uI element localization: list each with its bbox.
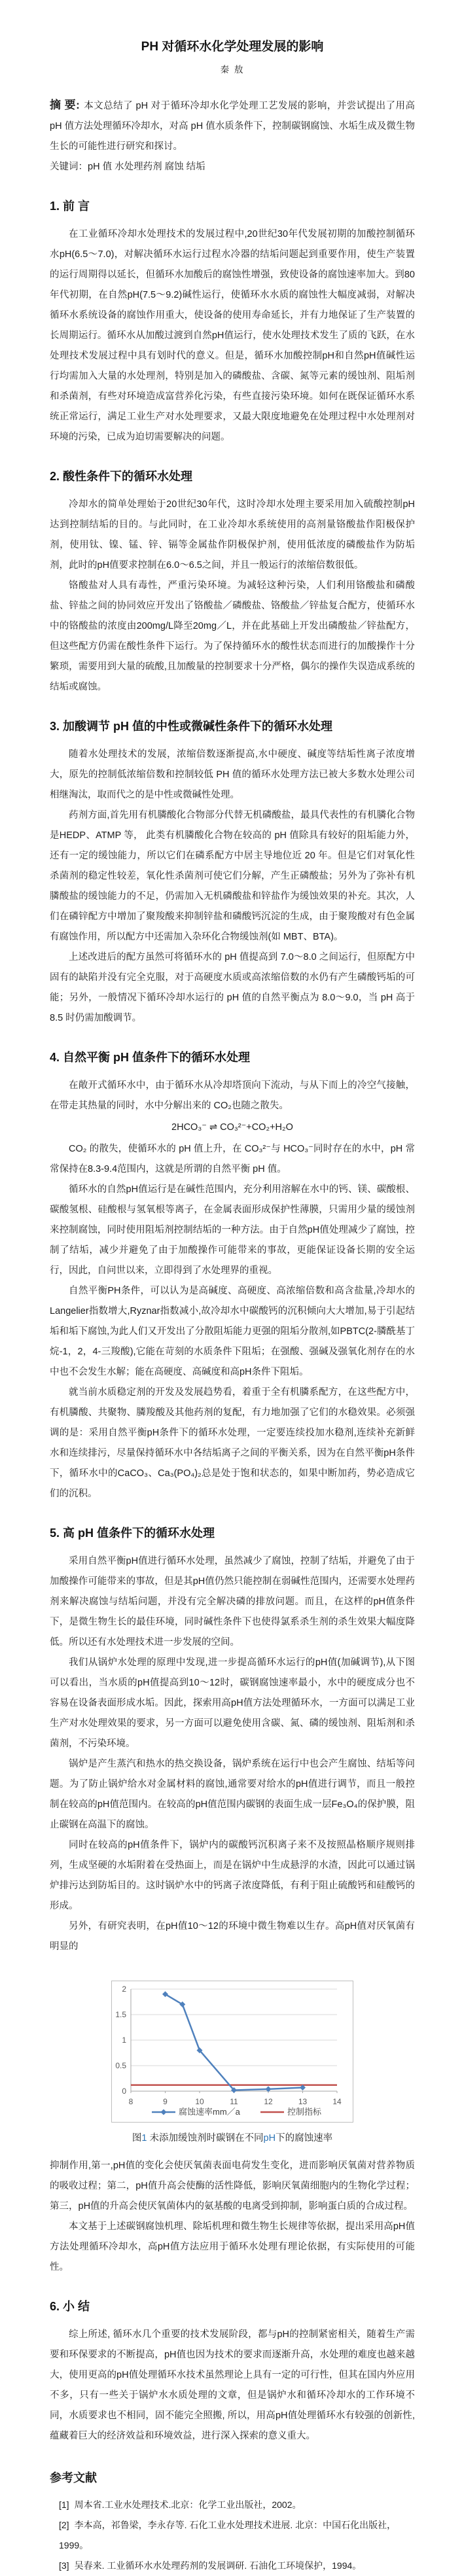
svg-text:14: 14 <box>332 2097 342 2106</box>
svg-text:腐蚀速率mm／a: 腐蚀速率mm／a <box>179 2107 240 2117</box>
abstract-label: 摘 要: <box>50 99 80 111</box>
svg-text:1: 1 <box>122 2036 126 2045</box>
paragraph: 本文基于上述碳钢腐蚀机理、除垢机理和微生物生长规律等依据，提出采用高pH值方法处理循环冷却水，高pH值方法应用于循环水处理有理论依据，有实际使用的可能性。 <box>50 2221 415 2272</box>
svg-text:13: 13 <box>298 2097 308 2106</box>
paragraph: 同时在较高的pH值条件下，锅炉内的碳酸钙沉积离子来不及按照晶格顺序规则排列，生成坚硬的水垢附着在受热面上，而是在锅炉中生成悬浮的水渣，因此可以通过锅炉排污达到防垢目的。这时锅炉水中的钙离子浓度降低，有利于阻止硫酸钙和硅酸钙的形成。 <box>50 1840 415 1911</box>
paragraph: 采用自然平衡pH值进行循环水处理，虽然减少了腐蚀，控制了结垢，并避免了由于加酸操作可能带来的事故，但是其pH值仍然只能控制在弱碱性范围内，还需要水处理药剂来解决腐蚀与结垢问题，并没有完全解决磷的排放问题。而且，在这样的pH值条件下，是微生物生长的最佳环境，同时碱性条件下也使得氯系杀生剂的杀生效果大幅度降低。所以还有水处理技术进一步发展的空间。 <box>50 1556 415 1648</box>
paragraph: CO₂ 的散失，使循环水的 pH 值上升，在 CO₃²⁻与 HCO₃⁻同时存在的水中，pH 常常保持在8.3-9.4范围内，这就是所谓的自然平衡 pH 值。 <box>50 1144 415 1174</box>
paragraph: 我们从锅炉水处理的原理中发现,进一步提高循环水运行的pH值(加碱调节),从下图可以看出，当水质的pH值提高到10～12时，碳钢腐蚀速率最小，水中的硬度成分也不容易在设备表面形成水垢。因此，探索用高pH值方法处理循环水，一方面可以满足工业生产对水处理效果的要求，另一方面可以避免使用含碳、氮、磷的缓蚀剂、阻垢剂和杀菌剂，不污染环境。 <box>50 1657 415 1749</box>
paragraph: 冷却水的简单处理始于20世纪30年代，这时冷却水处理主要采用加入硫酸控制pH达到控制结垢的目的。与此同时，在工业冷却水系统使用的高剂量铬酸盐作阳极保护剂，使用钛、镍、锰、锌、镉等金属盐作阴极保护剂，使用低浓度的磷酸盐作为防垢剂，此时的pH值要求控制在6.0～6.5之间，并且一般运行的浓缩倍数很低。 <box>50 499 415 571</box>
figure-caption: 图1 未添加缓蚀剂时碳钢在不同pH下的腐蚀速率 <box>132 2133 333 2144</box>
svg-text:8: 8 <box>128 2097 133 2106</box>
keywords-label: 关键词： <box>50 162 88 172</box>
chemical-equation: 2HCO₃⁻ ⇌ CO₃²⁻+CO₂+H₂O <box>171 1122 293 1133</box>
keywords <box>50 157 415 177</box>
keywords-text: pH 值 水处理药剂 腐蚀 结垢 <box>88 162 205 172</box>
paragraph: 上述改进后的配方虽然可将循环水的 pH 值提高到 7.0～8.0 之间运行，但原配方中固有的缺陷并没有完全克服，对于高硬度水质或高浓缩倍数的水仍有产生磷酸钙垢的可能；另外，一般情况下循环冷却水运行的 pH 值的自然平衡点为 8.0～9.0，当 pH 高于 8.5 时仍需加酸调节。 <box>50 952 415 1023</box>
paragraph: 随着水处理技术的发展，浓缩倍数逐渐提高,水中硬度、碱度等结垢性离子浓度增大，原先的控制低浓缩倍数和控制较低 PH 值的循环水处理方法已被大多数水处理公司相继淘汰，取而代之的是中性或微碱性处理。 <box>50 749 415 800</box>
section-heading-1: 1. 前 言 <box>50 200 90 213</box>
svg-text:9: 9 <box>163 2097 168 2106</box>
svg-text:11: 11 <box>230 2097 238 2106</box>
corrosion-rate-chart <box>111 1981 353 2123</box>
abstract-text: 本文总结了 pH 对于循环冷却水化学处理工艺发展的影响，并尝试提出了用高 pH 值方法处理循环冷却水，对高 pH 值水质条件下，控制碳钢腐蚀、水垢生成及微生物生长的可能性进行研究和探讨。 <box>50 101 415 152</box>
section-heading-5: 5. 高 pH 值条件下的循环水处理 <box>50 1526 215 1540</box>
paragraph: 在敞开式循环水中，由于循环水从冷却塔顶向下流动，与从下而上的冷空气接触，在带走其热量的同时，水中分解出来的 CO₂也随之散失。 <box>50 1080 415 1111</box>
section-heading-2: 2. 酸性条件下的循环水处理 <box>50 470 193 483</box>
abstract <box>50 95 415 157</box>
svg-text:0.5: 0.5 <box>115 2061 126 2070</box>
reference-item: [3] 吴春来. 工业循环水水处理药剂的发展调研. 石油化工环境保护，1994。 <box>59 2560 362 2571</box>
references-heading: 参考文献 <box>50 2471 97 2484</box>
paragraph: 综上所述, 循环水几个重要的技术发展阶段，都与pH的控制紧密相关，随着生产需要和环保要求的不断提高，pH值也因为技术的要求而逐渐升高，水处理的难度也越来越大，使用更高的pH值处理循环水技术虽然理论上具有一定的可行性，但其在国内外应用不多，只有一些关于锅炉水水质处理的文章，但是锅炉水和循环冷却水的工作环境不同，水质要求也不相同，固不能完全照搬, 所以，用高pH值处理循环水有较强的创新性, 蕴藏着巨大的经济效益和环境效益，进行深入探索的意义重大。 <box>50 2329 415 2441</box>
section-heading-6: 6. 小 结 <box>50 2300 90 2313</box>
paragraph: 自然平衡PH条件，可以认为是高碱度、高硬度、高浓缩倍数和高含盐量,冷却水的Langelier指数增大,Ryznar指数减小,故冷却水中碳酸钙的沉积倾向大大增加,易于引起结垢和垢下腐蚀,为此人们又开发出了分散阻垢能力更强的阻垢分散剂,如PBTC(2-膦酰基丁烷-1，2，4-三羧酸),它能在苛刻的水质条件下阻垢；在强酸、强碱及强氧化剂存在的水中也不会发生水解；能在高硬度、高碱度和高pH条件下阻垢。 <box>50 1286 415 1377</box>
section-heading-3: 3. 加酸调节 pH 值的中性或微碱性条件下的循环水处理 <box>50 720 333 733</box>
reference-item: [2] 李本高，祁鲁梁，李永存等. 石化工业水处理技术进展. 北京：中国石化出版社，1999。 <box>59 2520 397 2550</box>
paragraph: 铬酸盐对人具有毒性，严重污染环境。为减轻这种污染，人们利用铬酸盐和磷酸盐、锌盐之间的协同效应开发出了铬酸盐／磷酸盐、铬酸盐／锌盐复合配方，使循环水中的铬酸盐的浓度由200mg/L降至20mg／L，并在此基础上开发出磷酸盐／锌盐配方，但这些配方仍需在酸性条件下运行。为了保持循环水的酸性状态而进行的加酸操作十分繁琐，需要用到大量的硫酸,且加酸量的控制要求十分严格，偶尔的操作失误造成系统的结垢或腐蚀。 <box>50 580 415 692</box>
svg-text:10: 10 <box>195 2097 204 2106</box>
paragraph: 在工业循环冷却水处理技术的发展过程中,20世纪30年代发展初期的加酸控制循环水pH(6.5～7.0)，对解决循环水运行过程水冷器的结垢问题起到重要作用，使生产装置的运行周期得以延长，但循环水加酸后的腐蚀性增强，致使设备的腐蚀速率加大。到80年代初期，在自然pH(7.5～9.2)碱性运行，使循环水水质的腐蚀性大幅度减弱，对解决循环水系统设备的腐蚀作用重大，使设备的使用寿命延长，并有力地保证了生产装置的长周期运行。循环水从加酸过渡到自然pH值运行，使水处理技术发生了质的飞跃，在水处理技术发展过程中具有划时代的意义。但是，循环水加酸控制pH和自然pH值碱性运行均需加入大量的水处理剂，特别是加入的磷酸盐、含碳、氮等元素的缓蚀剂、阻垢剂和杀菌剂，有些对环境造成富营养化污染，有些直接污染环境。如何在既保证循环水系统正常运行，满足工业生产对水处理要求，又最大限度地避免在处理过程中水处理剂对环境的污染，已成为迫切需要解决的问题。 <box>50 229 415 442</box>
svg-text:0: 0 <box>122 2087 126 2096</box>
svg-text:1.5: 1.5 <box>115 2010 126 2019</box>
paragraph: 药剂方面,首先用有机膦酸化合物部分代替无机磷酸盐，最具代表性的有机膦化合物是HEDP、ATMP 等， 此类有机膦酸化合物在较高的 pH 值除具有较好的阻垢能力外，还有一定的缓蚀能力，所以它们在磷系配方中居主导地位近 20 年。但是它们对氧化性杀菌剂的稳定性较差，氧化性杀菌剂可使它们分解，产生正磷酸盐；另外为了弥补有机膦酸盐的缓蚀能力的不足，仍需加入无机磷酸盐和锌盐作为缓蚀效果的补充。其次，人们在磷锌配方中增加了聚羧酸来抑制锌盐和磷酸钙沉淀的生成，由于聚羧酸对有色金属有腐蚀作用，所以配方中还需加入杂环化合物缓蚀剂(如 MBT、BTA)。 <box>50 810 415 942</box>
figure-chart <box>111 1981 353 2123</box>
page-title: PH 对循环水化学处理发展的影响 <box>141 40 324 54</box>
author-name: 秦 敖 <box>220 65 245 75</box>
svg-text:12: 12 <box>264 2097 273 2106</box>
paragraph: 抑制作用,第一,pH值的变化会使厌氧菌表面电荷发生变化，进而影响厌氧菌对营养物质的吸收过程；第二，pH值升高会使酶的活性降低，影响厌氧菌细胞内的生物化学过程；第三，pH值的升高会使厌氧菌体内的氨基酸的电离受到抑制，影响蛋白质的合成过程。 <box>50 2161 415 2212</box>
svg-text:控制指标: 控制指标 <box>287 2107 322 2117</box>
svg-text:2: 2 <box>122 1985 126 1994</box>
paragraph: 另外，有研究表明，在pH值10～12的环境中微生物难以生存。高pH值对厌氧菌有明显的 <box>50 1921 415 1952</box>
paragraph: 就当前水质稳定剂的开发及发展趋势看，着重于全有机膦系配方，在这些配方中，有机膦酸、共聚物、膦羧酸及其他药剂的复配，有力地加强了它们的水稳效果。必须强调的是：采用自然平衡pH条件下的循环水处理，一定要连续投加水稳剂,连续补充新鲜水和连续排污，尽量保持循环水中各结垢离子之间的平衡关系，因为在自然平衡pH条件下，循环水中的CaCO₃、Ca₃(PO₄)₂总是处于饱和状态的，如果中断加药，势必造成它们的沉积。 <box>50 1387 415 1499</box>
reference-item: [1] 周本省.工业水处理技术.北京：化学工业出版社，2002。 <box>59 2499 302 2510</box>
figure-1 <box>50 1981 415 2147</box>
paragraph: 锅炉是产生蒸汽和热水的热交换设备，锅炉系统在运行中也会产生腐蚀、结垢等问题。为了防止锅炉给水对金属材料的腐蚀,通常要对给水的pH值进行调节，而且一般控制在较高的pH值范围内。在较高的pH值范围内碳钢的表面生成一层Fe₃O₄的保护膜，阻止碳钢在高温下的腐蚀。 <box>50 1759 415 1830</box>
section-heading-4: 4. 自然平衡 pH 值条件下的循环水处理 <box>50 1051 251 1064</box>
paragraph: 循环水的自然pH值运行是在碱性范围内，充分利用溶解在水中的钙、镁、碳酸根、碳酸氢根、硅酸根与氢氧根等离子，在金属表面形成保护性薄膜，只需用少量的缓蚀剂来控制腐蚀，同时使用阻垢剂控制结垢的一种方法。由于自然pH值处理减少了腐蚀，控制了结垢，减少并避免了由于加酸操作可能带来的事故，更能保证设备长期的安全运行，因此，自问世以来，立即得到了水处理界的重视。 <box>50 1184 415 1276</box>
